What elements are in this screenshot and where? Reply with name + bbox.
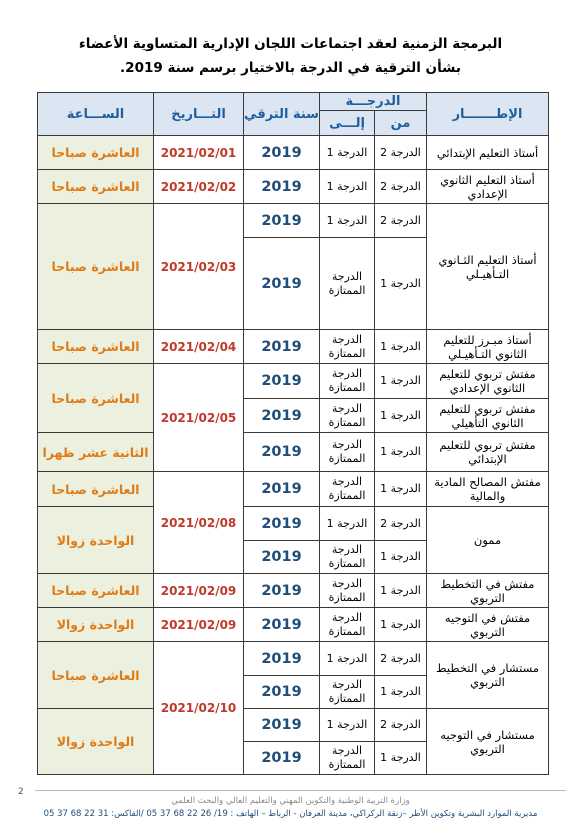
table-row — [38, 574, 549, 608]
year-cell: 2019 — [244, 709, 320, 742]
cadre-cell: ممون — [427, 507, 549, 574]
page-number: 2 — [18, 787, 24, 797]
year-cell: 2019 — [244, 608, 320, 642]
cadre-cell: مفتش في التخطيط التربوي — [427, 574, 549, 608]
header-time: الســـاعة — [38, 93, 154, 136]
grade-to-cell: الدرجة الممتازة — [320, 608, 375, 642]
table-row — [38, 642, 549, 676]
date-cell: 2021/02/09 — [154, 574, 244, 608]
cadre-cell: مفتش تربوي للتعليم الثانوي التأهيلي — [427, 399, 549, 433]
grade-to-cell: الدرجة الممتازة — [320, 472, 375, 507]
year-cell: 2019 — [244, 642, 320, 676]
cadre-cell: أستاذ التعليم الثـانوي التـأهيـلي — [427, 204, 549, 330]
year-cell: 2019 — [244, 676, 320, 709]
grade-to-cell: الدرجة الممتازة — [320, 676, 375, 709]
cadre-cell: مستشار في التخطيط التربوي — [427, 642, 549, 709]
year-cell: 2019 — [244, 238, 320, 330]
year-cell: 2019 — [244, 170, 320, 204]
cadre-cell: مفتش المصالح المادية والمالية — [427, 472, 549, 507]
footer-divider — [35, 790, 566, 791]
year-cell: 2019 — [244, 204, 320, 238]
time-cell: الثانية عشر ظهرا — [38, 433, 154, 472]
time-cell: العاشرة صباحا — [38, 472, 154, 507]
header-date: التـــاريخ — [154, 93, 244, 136]
header-from: من — [375, 111, 427, 136]
table-row — [38, 136, 549, 170]
time-cell: العاشرة صباحا — [38, 364, 154, 433]
table-row — [38, 709, 549, 742]
year-cell: 2019 — [244, 136, 320, 170]
grade-to-cell: الدرجة 1 — [320, 507, 375, 541]
grade-to-cell: الدرجة الممتازة — [320, 364, 375, 399]
date-cell: 2021/02/02 — [154, 170, 244, 204]
time-cell: الواحدة زوالا — [38, 608, 154, 642]
table-row — [38, 170, 549, 204]
grade-to-cell: الدرجة الممتازة — [320, 238, 375, 330]
date-cell: 2021/02/03 — [154, 204, 244, 330]
year-cell: 2019 — [244, 330, 320, 364]
date-cell: 2021/02/08 — [154, 472, 244, 574]
year-cell: 2019 — [244, 364, 320, 399]
grade-from-cell: الدرجة 2 — [375, 507, 427, 541]
year-cell: 2019 — [244, 541, 320, 574]
grade-from-cell: الدرجة 2 — [375, 136, 427, 170]
grade-from-cell: الدرجة 1 — [375, 742, 427, 775]
header-cadre: الإطـــــــار — [427, 93, 549, 136]
time-cell: العاشرة صباحا — [38, 642, 154, 709]
grade-to-cell: الدرجة 1 — [320, 642, 375, 676]
grade-to-cell: الدرجة الممتازة — [320, 574, 375, 608]
cadre-cell: أستاذ التعليم الإبتدائي — [427, 136, 549, 170]
time-cell: العاشرة صباحا — [38, 574, 154, 608]
year-cell: 2019 — [244, 507, 320, 541]
year-cell: 2019 — [244, 574, 320, 608]
grade-from-cell: الدرجة 1 — [375, 433, 427, 472]
date-cell: 2021/02/01 — [154, 136, 244, 170]
cadre-cell: مفتش تربوي للتعليم الثانوي الإعدادي — [427, 364, 549, 399]
cadre-cell: مستشار في التوجيه التربوي — [427, 709, 549, 775]
grade-to-cell: الدرجة الممتازة — [320, 541, 375, 574]
table-row — [38, 433, 549, 472]
grade-from-cell: الدرجة 1 — [375, 399, 427, 433]
time-cell: العاشرة صباحا — [38, 330, 154, 364]
year-cell: 2019 — [244, 742, 320, 775]
header-grade: الدرجـــة — [320, 93, 427, 111]
grade-from-cell: الدرجة 1 — [375, 238, 427, 330]
time-cell: الواحدة زوالا — [38, 507, 154, 574]
date-cell: 2021/02/10 — [154, 642, 244, 775]
grade-to-cell: الدرجة الممتازة — [320, 742, 375, 775]
grade-to-cell: الدرجة الممتازة — [320, 399, 375, 433]
grade-to-cell: الدرجة 1 — [320, 204, 375, 238]
grade-to-cell: الدرجة 1 — [320, 136, 375, 170]
header-year: سنة الترقي — [244, 93, 320, 136]
grade-to-cell: الدرجة الممتازة — [320, 330, 375, 364]
table-row — [38, 608, 549, 642]
year-cell: 2019 — [244, 472, 320, 507]
schedule-table — [37, 92, 549, 775]
time-cell: الواحدة زوالا — [38, 709, 154, 775]
table-row — [38, 204, 549, 238]
grade-from-cell: الدرجة 1 — [375, 330, 427, 364]
page-subtitle: بشأن الترقية في الدرجة بالاختيار برسم سنة 2019. — [120, 60, 461, 76]
footer-ministry: وزارة التربية الوطنية والتكوين المهني والتعليم العالي والبحث العلمي — [171, 796, 410, 806]
time-cell: العاشرة صباحا — [38, 204, 154, 330]
date-cell: 2021/02/04 — [154, 330, 244, 364]
header-to: إلـــى — [320, 111, 375, 136]
grade-from-cell: الدرجة 1 — [375, 472, 427, 507]
grade-from-cell: الدرجة 1 — [375, 574, 427, 608]
cadre-cell: مفتش في التوجيه التربوي — [427, 608, 549, 642]
grade-from-cell: الدرجة 2 — [375, 642, 427, 676]
grade-from-cell: الدرجة 2 — [375, 204, 427, 238]
grade-from-cell: الدرجة 1 — [375, 541, 427, 574]
page-title: البرمجة الزمنية لعقد اجتماعات اللجان الإدارية المتساوية الأعضاء — [78, 36, 503, 52]
time-cell: العاشرة صباحا — [38, 170, 154, 204]
cadre-cell: أستاذ التعليم الثانوي الإعدادي — [427, 170, 549, 204]
grade-to-cell: الدرجة الممتازة — [320, 433, 375, 472]
grade-from-cell: الدرجة 1 — [375, 608, 427, 642]
grade-to-cell: الدرجة 1 — [320, 170, 375, 204]
grade-to-cell: الدرجة 1 — [320, 709, 375, 742]
cadre-cell: أستاذ مبـرز للتعليم الثانوي التـأهيـلي — [427, 330, 549, 364]
grade-from-cell: الدرجة 1 — [375, 364, 427, 399]
time-cell: العاشرة صباحا — [38, 136, 154, 170]
table-row — [38, 364, 549, 399]
footer-address: مديرية الموارد البشرية وتكوين الأطر –زنقة الركراكي، مدينة العرفان - الرباط – الهاتف : 19/ 26 22 68 37 05 /الفاكس: 31 22 68 37 05 — [43, 809, 538, 819]
grade-from-cell: الدرجة 2 — [375, 709, 427, 742]
table-row — [38, 472, 549, 507]
year-cell: 2019 — [244, 433, 320, 472]
date-cell: 2021/02/05 — [154, 364, 244, 472]
grade-from-cell: الدرجة 1 — [375, 676, 427, 709]
grade-from-cell: الدرجة 2 — [375, 170, 427, 204]
table-row — [38, 507, 549, 541]
table-row — [38, 330, 549, 364]
date-cell: 2021/02/09 — [154, 608, 244, 642]
cadre-cell: مفتش تربوي للتعليم الإبتدائي — [427, 433, 549, 472]
year-cell: 2019 — [244, 399, 320, 433]
